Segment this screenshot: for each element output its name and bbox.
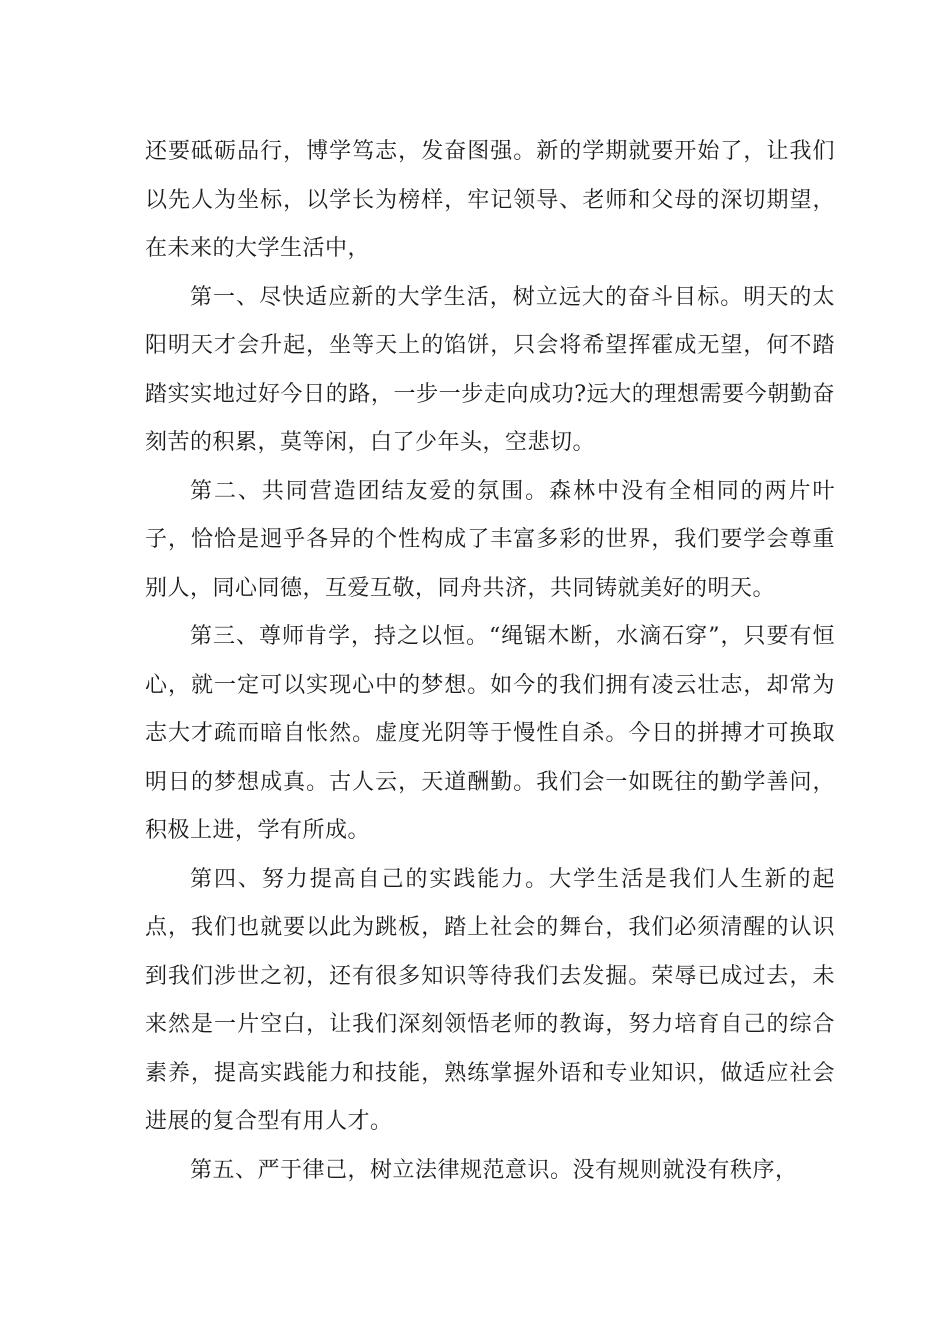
paragraph-point-five: 第五、严于律己，树立法律规范意识。没有规则就没有秩序， [190,1157,798,1183]
paragraph-intro: 还要砥砺品行，博学笃志，发奋图强。新的学期就要开始了，让我们以先人为坐标，以学长为榜样，牢记领导、老师和父母的深切期望，在未来的大学生活中， [145,139,835,261]
paragraph-point-four: 第四、努力提高自己的实践能力。大学生活是我们人生新的起点，我们也就要以此为跳板，踏上社会的舞台，我们必须清醒的认识到我们涉世之初，还有很多知识等待我们去发掘。荣辱已成过去，未来然是一片空白，让我们深刻领悟老师的教诲，努力培育自己的综合素养，提高实践能力和技能，熟练掌握外语和专业知识，做适应社会进展的复合型有用人才。 [145,866,835,1134]
paragraph-point-three: 第三、尊师肯学，持之以恒。“绳锯木断，水滴石穿”，只要有恒心，就一定可以实现心中的梦想。如今的我们拥有凌云壮志，却常为志大才疏而暗自怅然。虚度光阴等于慢性自杀。今日的拼搏才可换取明日的梦想成真。古人云，天道酬勤。我们会一如既往的勤学善问，积极上进，学有所成。 [145,624,835,843]
paragraph-point-one: 第一、尽快适应新的大学生活，树立远大的奋斗目标。明天的太阳明天才会升起，坐等天上的馅饼，只会将希望挥霍成无望，何不踏踏实实地过好今日的路，一步一步走向成功?远大的理想需要今朝勤奋刻苦的积累，莫等闲，白了少年头，空悲切。 [145,284,835,455]
document-body [145,128,835,1195]
paragraph-point-two: 第二、共同营造团结友爱的氛围。森林中没有全相同的两片叶子，恰恰是迥乎各异的个性构成了丰富多彩的世界，我们要学会尊重别人，同心同德，互爱互敬，同舟共济，共同铸就美好的明天。 [145,478,835,601]
